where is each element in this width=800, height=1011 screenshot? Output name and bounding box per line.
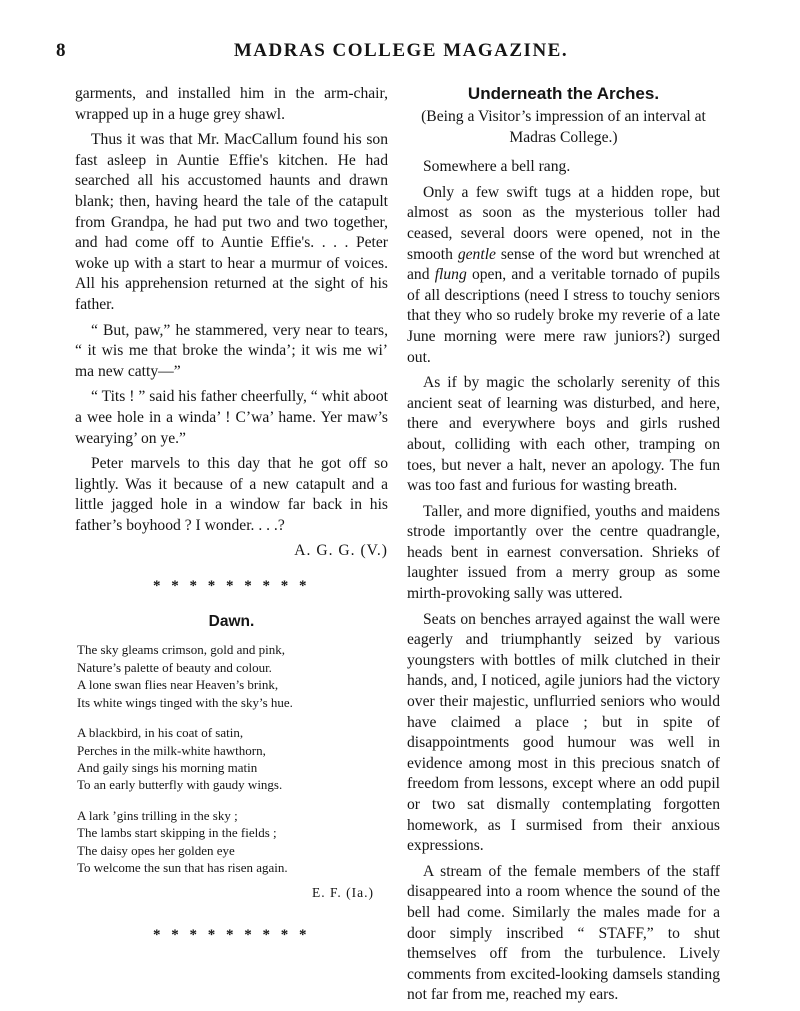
poem-line: And gaily sings his morning matin — [77, 759, 258, 775]
page-header — [56, 40, 746, 74]
poem-line: The daisy opes her golden eye — [77, 842, 235, 858]
article-paragraph — [407, 183, 720, 368]
section-divider: * * * * * * * * * — [153, 927, 310, 944]
left-column — [75, 84, 388, 944]
poem-stanza — [77, 724, 388, 794]
article-title: Underneath the Arches. — [467, 84, 660, 103]
poem-stanza — [77, 641, 388, 711]
poem-signature: E. F. (Ia.) — [311, 885, 374, 901]
italic-word: flung — [434, 266, 467, 284]
story-paragraph: garments, and installed him in the arm-chair, wrapped up in a huge grey shawl. — [75, 85, 388, 123]
italic-word: gentle — [457, 245, 496, 263]
story-paragraph: Thus it was that Mr. MacCallum found his son fast asleep in Auntie Effie's kitchen. He had searched all his accustomed haunts and drawn blank; then, having heard the tale of the catapult from Grandpa, he had put two and two together, and had come off to Auntie Effie's. . . . Peter woke up with a start to hear a murmur of voices. All his apprehension returned at the sight of his father. — [75, 131, 388, 313]
poem-line: The lambs start skipping in the fields ; — [77, 825, 277, 841]
article-paragraph: Somewhere a bell rang. — [423, 158, 571, 176]
poem-title: Dawn. — [208, 613, 255, 631]
article-paragraph: A stream of the female members of the staff disappeared into a room whence the sound of the bell had come. Similarly the males made for a door simply inscribed “ STAFF,” to shut themselves off from the turbulence. Lively comments from excited-looking damsels standing not far from me, reached my ears. — [407, 862, 720, 1004]
story-signature: A. G. G. (V.) — [294, 542, 388, 560]
story-paragraph: “ But, paw,” he stammered, very near to tears, “ it wis me that broke the winda’; it wis me wi’ ma new catty—” — [75, 321, 388, 380]
article-paragraph: As if by magic the scholarly serenity of this ancient seat of learning was disturbed, and here, there and everywhere boys and girls rushed about, colliding with each other, tramping on toes, but never a halt, never an apology. The fun was too fast and furious for wasting breath. — [407, 374, 720, 495]
article-paragraph: Seats on benches arrayed against the wall were eagerly and triumphantly seized by various youngsters with bottles of milk clutched in their hands, and, I noticed, agile juniors had the victory over their majestic, unflurried seniors who would have claimed a place ; but in spite of disappointments good humour was well in evidence among most in this precious snatch of freedom from lessons, except where an odd pupil or two sat dismally contemplating forgotten homework, as I surmised from their anxious expressions. — [407, 610, 720, 855]
text-run: open, and a veritable tornado of pupils of all descriptions (need I stress to touchy seniors that they who so rudely broke my reverie of a late June morning were mere raw juniors?) surged out. — [407, 266, 720, 366]
poem-line: The sky gleams crimson, gold and pink, — [77, 642, 285, 658]
magazine-title: MADRAS COLLEGE MAGAZINE. — [233, 40, 569, 61]
text-run: Only a few swift tugs at a hidden rope, but almost as soon as the mysterious toller had ceased, several doors were opened, not in the smooth — [407, 183, 720, 263]
poem-line: A blackbird, in his coat of satin, — [77, 725, 244, 741]
poem-line: Perches in the milk-white hawthorn, — [77, 742, 266, 758]
article-paragraph: Taller, and more dignified, youths and maidens strode importantly over the centre quadrangle, heads bent in earnest conversation. Shrieks of laughter issued from a merry group as some mirth-provoking sally was uttered. — [407, 502, 720, 603]
section-divider: * * * * * * * * * — [153, 578, 310, 595]
poem-line: To welcome the sun that has risen again. — [77, 859, 288, 875]
poem-stanza — [77, 807, 388, 877]
page-number: 8 — [56, 40, 66, 61]
right-column — [407, 84, 720, 1011]
story-paragraph: “ Tits ! ” said his father cheerfully, “ whit aboot a wee hole in a winda’ ! C’wa’ hame. Yer maw’s wearying’ on ye.” — [75, 388, 388, 447]
poem-line: A lone swan flies near Heaven’s brink, — [77, 677, 279, 693]
poem-line: A lark ’gins trilling in the sky ; — [77, 807, 238, 823]
story-paragraph: Peter marvels to this day that he got off so lightly. Was it because of a new catapult and a little jagged hole in a window far back in his father’s boyhood ? I wonder. . . .? — [75, 455, 388, 534]
poem — [77, 641, 388, 876]
text-run: sense of the word but wrenched at and — [407, 245, 720, 284]
article-subtitle: (Being a Visitor’s impression of an interval at Madras College.) — [421, 108, 706, 146]
poem-line: To an early butterfly with gaudy wings. — [77, 777, 283, 793]
poem-line: Nature’s palette of beauty and colour. — [77, 659, 272, 675]
poem-line: Its white wings tinged with the sky’s hue. — [77, 694, 293, 710]
